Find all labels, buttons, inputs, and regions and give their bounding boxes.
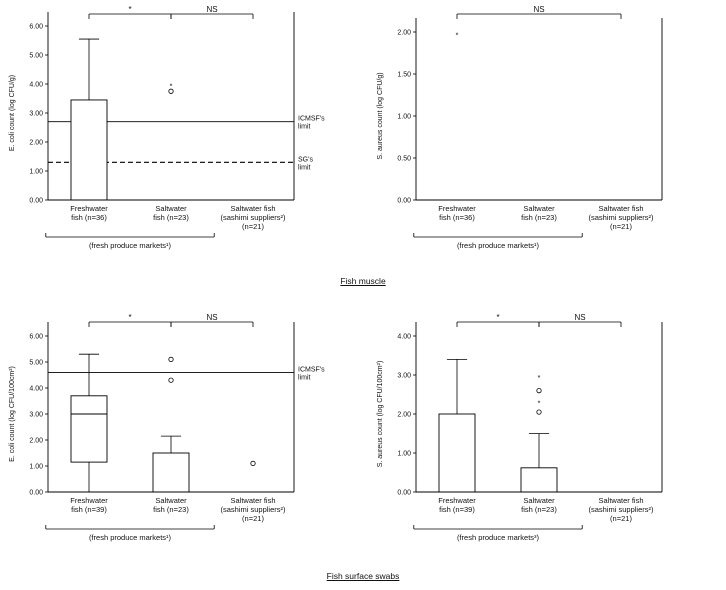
box-rect bbox=[153, 453, 189, 492]
y-tick-label: 2.00 bbox=[397, 411, 411, 419]
category-label: Saltwater fish bbox=[598, 204, 644, 213]
category-label: fish (n=23) bbox=[153, 213, 189, 222]
outlier-point bbox=[537, 410, 541, 414]
category-label: (n=21) bbox=[610, 222, 632, 231]
y-axis-title: E. coli count (log CFU/g) bbox=[9, 74, 16, 152]
category-label: fish (n=23) bbox=[153, 505, 189, 514]
y-tick-label: 0.00 bbox=[397, 197, 411, 205]
category-label: (n=21) bbox=[242, 514, 264, 523]
y-tick-label: 0.00 bbox=[29, 489, 43, 497]
significance-label: * bbox=[128, 5, 132, 14]
y-tick-label: 4.00 bbox=[29, 81, 43, 89]
reference-line-label: limit bbox=[298, 123, 311, 131]
category-label: fish (n=36) bbox=[439, 213, 475, 222]
category-label: fish (n=39) bbox=[71, 505, 107, 514]
reference-line-label: limit bbox=[298, 164, 311, 172]
outlier-point bbox=[169, 357, 173, 361]
category-label: Freshwater bbox=[70, 496, 108, 505]
section-title-fish-muscle: Fish muscle bbox=[340, 276, 386, 286]
y-tick-label: 4.00 bbox=[397, 333, 411, 341]
significance-label: * bbox=[496, 313, 500, 322]
panel-fish-muscle-ecoli bbox=[0, 0, 352, 285]
y-tick-label: 5.00 bbox=[29, 359, 43, 367]
reference-line-label: SG's bbox=[298, 156, 313, 164]
group-note: (fresh produce markets¹) bbox=[456, 241, 540, 250]
reference-line-label: ICMSF's bbox=[298, 366, 325, 374]
box-rect bbox=[71, 100, 107, 200]
y-tick-label: 1.00 bbox=[29, 463, 43, 471]
y-axis-title: S. aureus count (log CFU/100cm²) bbox=[377, 360, 384, 468]
category-label: (n=21) bbox=[242, 222, 264, 231]
category-label: Saltwater fish bbox=[230, 204, 276, 213]
category-label: Saltwater fish bbox=[598, 496, 644, 505]
y-tick-label: 1.00 bbox=[397, 113, 411, 121]
y-tick-label: 3.00 bbox=[397, 372, 411, 380]
y-tick-label: 3.00 bbox=[29, 110, 43, 118]
panel-fish-swab-ecoli bbox=[0, 300, 352, 580]
outlier-star: * bbox=[537, 400, 541, 408]
box-0 bbox=[71, 354, 107, 492]
group-note: (fresh produce markets¹) bbox=[88, 533, 172, 542]
boxplot-muscle-ecoli bbox=[0, 0, 352, 285]
y-tick-label: 0.00 bbox=[29, 197, 43, 205]
outlier-star: * bbox=[455, 32, 459, 40]
category-label: (sashimi suppliers²) bbox=[588, 505, 654, 514]
boxplot-swab-saureus bbox=[368, 300, 720, 580]
outlier-point bbox=[537, 388, 541, 392]
category-label: (n=21) bbox=[610, 514, 632, 523]
significance-label: NS bbox=[206, 313, 218, 322]
boxplot-swab-ecoli bbox=[0, 300, 352, 580]
significance-label: NS bbox=[206, 5, 218, 14]
category-label: fish (n=23) bbox=[521, 505, 557, 514]
box-rect bbox=[521, 468, 557, 492]
y-tick-label: 1.00 bbox=[29, 168, 43, 176]
y-tick-label: 6.00 bbox=[29, 333, 43, 341]
category-label: Freshwater bbox=[438, 204, 476, 213]
significance-label: * bbox=[128, 313, 132, 322]
category-label: (sashimi suppliers²) bbox=[588, 213, 654, 222]
y-tick-label: 2.00 bbox=[397, 29, 411, 37]
group-note: (fresh produce markets³) bbox=[456, 533, 540, 542]
category-label: Saltwater bbox=[155, 496, 187, 505]
category-label: (sashimi suppliers²) bbox=[220, 213, 286, 222]
section-title-fish-surface-swabs: Fish surface swabs bbox=[326, 571, 400, 581]
box-1 bbox=[153, 357, 189, 492]
box-0 bbox=[71, 39, 107, 200]
outlier-star: * bbox=[169, 83, 173, 91]
y-tick-label: 6.00 bbox=[29, 23, 43, 31]
category-label: Freshwater bbox=[438, 496, 476, 505]
category-label: Saltwater bbox=[155, 204, 187, 213]
y-tick-label: 1.50 bbox=[397, 71, 411, 79]
category-label: Saltwater bbox=[523, 496, 555, 505]
group-note: (fresh produce markets¹) bbox=[88, 241, 172, 250]
significance-label: NS bbox=[533, 5, 545, 14]
panel-fish-swab-saureus bbox=[368, 300, 720, 580]
box-2 bbox=[235, 461, 271, 492]
y-tick-label: 0.50 bbox=[397, 155, 411, 163]
y-tick-label: 0.00 bbox=[397, 489, 411, 497]
y-tick-label: 2.00 bbox=[29, 139, 43, 147]
y-tick-label: 2.00 bbox=[29, 437, 43, 445]
reference-line-label: limit bbox=[298, 374, 311, 382]
box-0 bbox=[439, 359, 475, 492]
y-tick-label: 3.00 bbox=[29, 411, 43, 419]
category-label: Saltwater fish bbox=[230, 496, 276, 505]
category-label: fish (n=39) bbox=[439, 505, 475, 514]
y-tick-label: 1.00 bbox=[397, 450, 411, 458]
box-1 bbox=[153, 83, 189, 200]
box-rect bbox=[439, 414, 475, 492]
category-label: fish (n=36) bbox=[71, 213, 107, 222]
y-axis-title: S. aureus count (log CFU/g) bbox=[377, 72, 384, 160]
category-label: fish (n=23) bbox=[521, 213, 557, 222]
boxplot-muscle-saureus bbox=[368, 0, 720, 285]
category-label: Saltwater bbox=[523, 204, 555, 213]
y-tick-label: 4.00 bbox=[29, 385, 43, 393]
y-axis-title: E. coli count (log CFU/100cm²) bbox=[9, 366, 16, 462]
box-0 bbox=[439, 33, 475, 200]
reference-line-label: ICMSF's bbox=[298, 115, 325, 123]
panel-fish-muscle-saureus bbox=[368, 0, 720, 285]
category-label: Freshwater bbox=[70, 204, 108, 213]
box-1 bbox=[521, 375, 557, 492]
outlier-point bbox=[169, 378, 173, 382]
category-label: (sashimi suppliers²) bbox=[220, 505, 286, 514]
significance-label: NS bbox=[574, 313, 586, 322]
y-tick-label: 5.00 bbox=[29, 52, 43, 60]
box-rect bbox=[71, 396, 107, 462]
outlier-star: * bbox=[537, 374, 541, 382]
outlier-point bbox=[251, 461, 255, 465]
